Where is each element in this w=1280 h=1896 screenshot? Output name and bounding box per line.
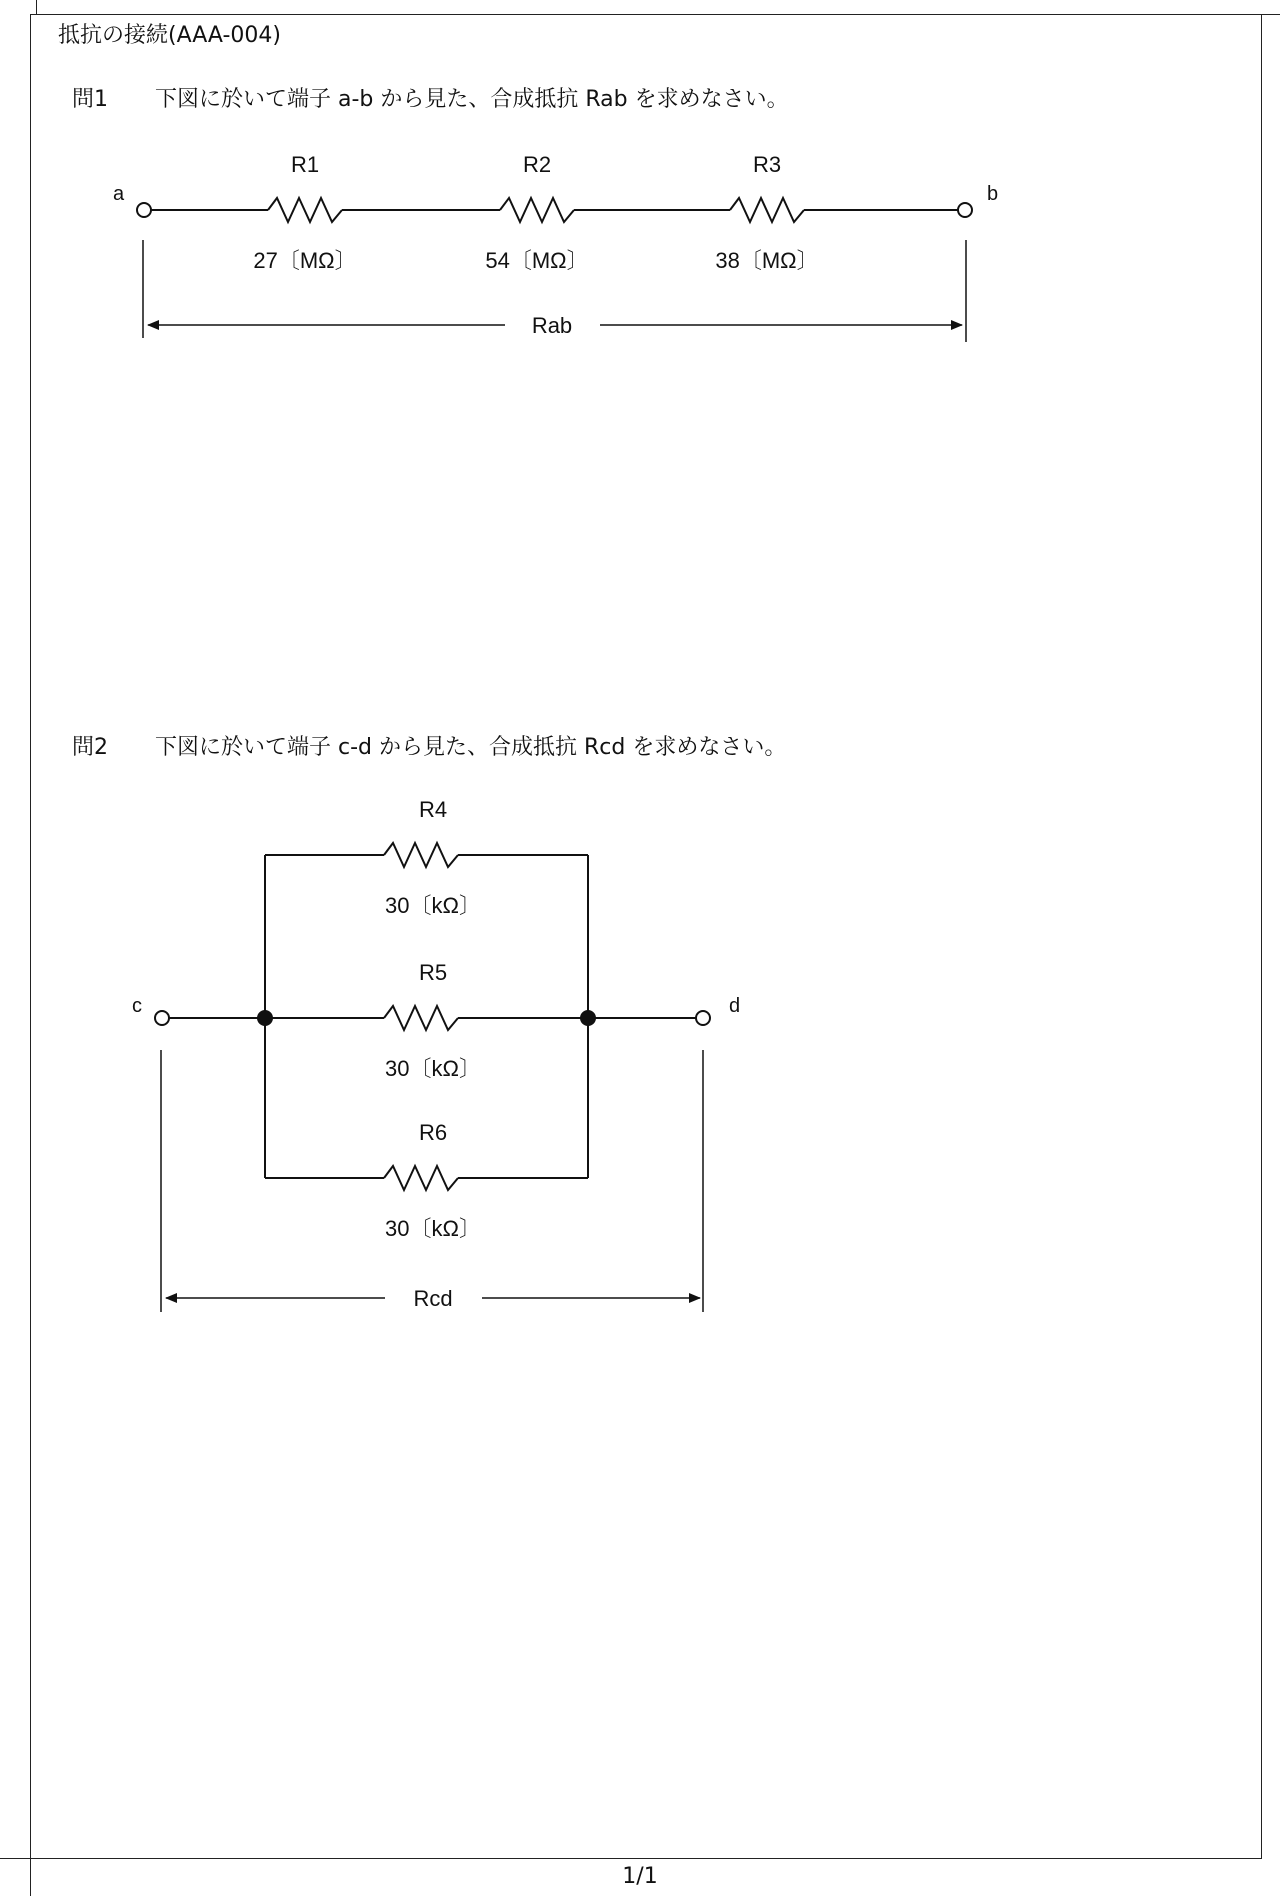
terminal-c-label: c — [132, 995, 142, 1017]
terminal-d-label: d — [729, 995, 741, 1017]
resistor-r1-symbol — [268, 198, 342, 222]
rcd-label: Rcd — [413, 1286, 453, 1311]
resistor-r3-symbol — [730, 198, 804, 222]
resistor-r6-value: 30〔kΩ〕 — [385, 1216, 481, 1241]
resistor-r5-name: R5 — [418, 960, 448, 985]
resistor-r4-name: R4 — [418, 797, 448, 822]
question1-text: 下図に於いて端子 a-b から見た、合成抵抗 Rab を求めなさい。 — [155, 87, 789, 112]
terminal-c-node — [155, 1011, 169, 1025]
document-title: 抵抗の接続(AAA-004) — [58, 23, 281, 48]
question2-text: 下図に於いて端子 c-d から見た、合成抵抗 Rcd を求めなさい。 — [155, 735, 787, 760]
resistor-r3-name: R3 — [752, 152, 782, 177]
resistor-r6-name: R6 — [418, 1120, 448, 1145]
resistor-r3-value: 38〔MΩ〕 — [715, 248, 819, 273]
terminal-b-node — [958, 203, 972, 217]
rab-label: Rab — [531, 313, 573, 338]
page-number: 1/1 — [622, 1864, 658, 1889]
terminal-a-node — [137, 203, 151, 217]
resistor-r2-name: R2 — [522, 152, 552, 177]
terminal-d-node — [696, 1011, 710, 1025]
resistor-r4-value: 30〔kΩ〕 — [385, 893, 481, 918]
question2-label: 問2 — [72, 735, 108, 760]
terminal-b-label: b — [987, 183, 999, 205]
resistor-r1-name: R1 — [290, 152, 320, 177]
terminal-a-label: a — [113, 183, 125, 205]
resistor-r5-symbol — [384, 1006, 458, 1030]
resistor-r1-value: 27〔MΩ〕 — [253, 248, 357, 273]
resistor-r5-value: 30〔kΩ〕 — [385, 1056, 481, 1081]
resistor-r6-symbol — [384, 1166, 458, 1190]
junction-left-dot — [257, 1010, 273, 1026]
junction-right-dot — [580, 1010, 596, 1026]
resistor-r2-value: 54〔MΩ〕 — [485, 248, 589, 273]
resistor-r4-symbol — [384, 843, 458, 867]
question1-label: 問1 — [72, 87, 108, 112]
resistor-r2-symbol — [500, 198, 574, 222]
